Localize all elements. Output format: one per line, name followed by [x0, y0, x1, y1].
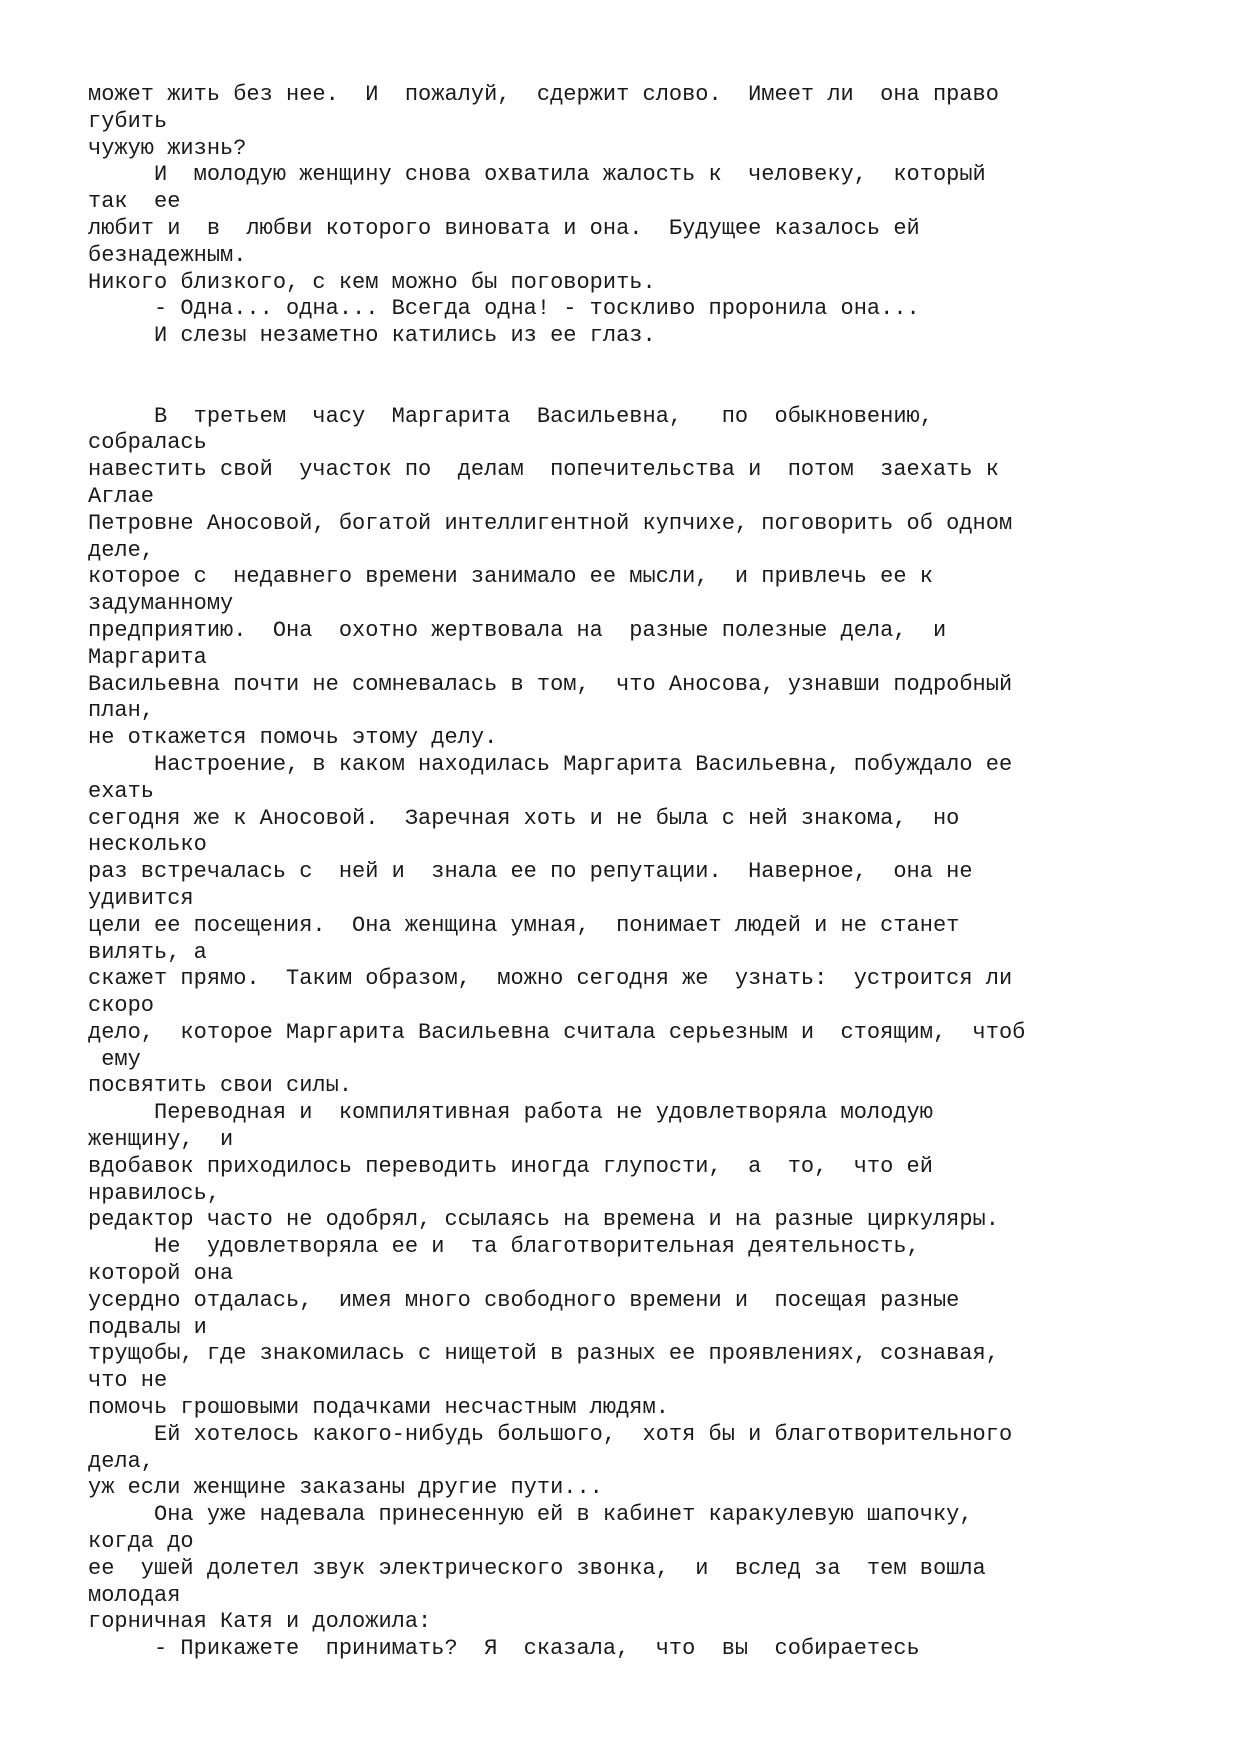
- text-line: чужую жизнь?: [88, 135, 247, 161]
- text-line: Никого близкого, с кем можно бы поговорить.: [88, 269, 656, 295]
- document-page: [88, 82, 1238, 1663]
- text-line: редактор часто не одобрял, ссылаясь на времена и на разные циркуляры.: [88, 1207, 999, 1233]
- text-line: предприятию. Она охотно жертвовала на разные полезные дела, и: [88, 617, 947, 643]
- text-line: что не: [88, 1368, 168, 1394]
- text-line: Петровне Аносовой, богатой интеллигентной купчихе, поговорить об одном: [88, 510, 1013, 536]
- text-line: губить: [88, 108, 168, 134]
- text-line: - Одна... одна... Всегда одна! - тоскливо проронила она...: [88, 296, 920, 322]
- text-line: подвалы и: [88, 1314, 207, 1340]
- text-line: деле,: [88, 537, 155, 563]
- text-line: Ей хотелось какого-нибудь большого, хотя бы и благотворительного: [88, 1421, 1013, 1447]
- blank-line: [88, 350, 1238, 377]
- text-line: план,: [88, 698, 155, 724]
- text-line: вдобавок приходилось переводить иногда глупости, а то, что ей: [88, 1153, 933, 1179]
- text-line: И слезы незаметно катились из ее глаз.: [88, 323, 656, 349]
- text-line: ехать: [88, 778, 155, 804]
- text-line: задуманному: [88, 591, 234, 617]
- text-line: женщину, и: [88, 1127, 234, 1153]
- text-line: Настроение, в каком находилась Маргарита Васильевна, побуждало ее: [88, 751, 1013, 777]
- text-line: цели ее посещения. Она женщина умная, понимает людей и не станет: [88, 912, 960, 938]
- text-line: несколько: [88, 832, 207, 858]
- text-line: И молодую женщину снова охватила жалость к человеку, который: [88, 162, 986, 188]
- text-line: Васильевна почти не сомневалась в том, что Аносова, узнавши подробный: [88, 671, 1013, 697]
- text-line: может жить без нее. И пожалуй, сдержит слово. Имеет ли она право: [88, 82, 999, 107]
- text-line: так ее: [88, 189, 181, 215]
- text-line: усердно отдалась, имея много свободного времени и посещая разные: [88, 1287, 960, 1313]
- text-line: трущобы, где знакомилась с нищетой в разных ее проявлениях, сознавая,: [88, 1341, 999, 1367]
- text-line: скажет прямо. Таким образом, можно сегодня же узнать: устроится ли: [88, 966, 1013, 992]
- blank-line: [88, 377, 1238, 404]
- text-line: сегодня же к Аносовой. Заречная хоть и не была с ней знакома, но: [88, 805, 960, 831]
- text-line: ее ушей долетел звук электрического звонка, и вслед за тем вошла: [88, 1555, 986, 1581]
- text-line: Маргарита: [88, 644, 207, 670]
- text-line: Переводная и компилятивная работа не удовлетворяла молодую: [88, 1100, 933, 1126]
- text-line: ему: [88, 1046, 141, 1072]
- text-line: Не удовлетворяла ее и та благотворительная деятельность,: [88, 1234, 920, 1260]
- text-line: посвятить свои силы.: [88, 1073, 353, 1099]
- text-line: дело, которое Маргарита Васильевна считала серьезным и стоящим, чтоб: [88, 1019, 1026, 1045]
- text-line: уж если женщине заказаны другие пути...: [88, 1475, 603, 1501]
- text-line: когда до: [88, 1529, 194, 1555]
- text-line: - Прикажете принимать? Я сказала, что вы собираетесь: [88, 1636, 920, 1662]
- text-line: молодая: [88, 1582, 181, 1608]
- text-line: помочь грошовыми подачками несчастным людям.: [88, 1395, 669, 1421]
- text-line: раз встречалась с ней и знала ее по репутации. Наверное, она не: [88, 859, 973, 885]
- text-line: навестить свой участок по делам попечительства и потом заехать к: [88, 457, 999, 483]
- text-line: дела,: [88, 1448, 155, 1474]
- text-line: собралась: [88, 430, 207, 456]
- text-line: которой она: [88, 1261, 234, 1287]
- text-line: Аглае: [88, 483, 155, 509]
- text-line: скоро: [88, 993, 155, 1019]
- text-line: безнадежным.: [88, 242, 247, 268]
- text-line: которое с недавнего времени занимало ее мысли, и привлечь ее к: [88, 564, 933, 590]
- text-line: Она уже надевала принесенную ей в кабинет каракулевую шапочку,: [88, 1502, 973, 1528]
- text-line: нравилось,: [88, 1180, 221, 1206]
- text-line: горничная Катя и доложила:: [88, 1609, 432, 1635]
- text-line: вилять, а: [88, 939, 207, 965]
- text-line: В третьем часу Маргарита Васильевна, по обыкновению,: [88, 403, 933, 429]
- text-line: любит и в любви которого виновата и она. Будущее казалось ей: [88, 215, 920, 241]
- text-line: не откажется помочь этому делу.: [88, 725, 498, 751]
- text-line: удивится: [88, 885, 194, 911]
